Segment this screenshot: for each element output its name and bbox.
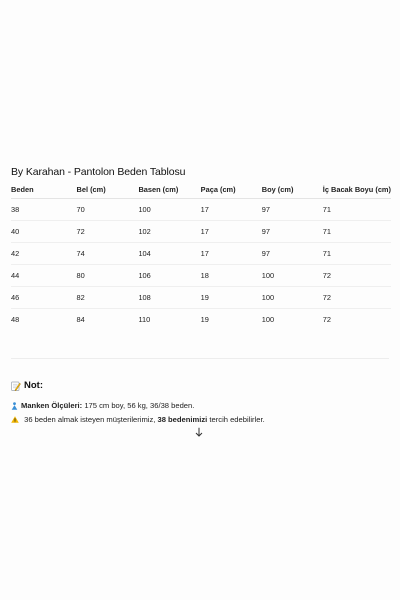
table-cell: 82 xyxy=(77,287,139,309)
table-cell: 44 xyxy=(11,265,77,287)
table-header-row xyxy=(11,185,391,199)
table-cell: 72 xyxy=(323,287,391,309)
model-measurements-text: 175 cm boy, 56 kg, 36/38 beden. xyxy=(82,401,195,410)
column-header-hem: Paça (cm) xyxy=(201,185,262,199)
warning-icon xyxy=(11,416,19,423)
table-cell: 19 xyxy=(201,287,262,309)
table-row xyxy=(11,287,391,309)
table-cell: 100 xyxy=(262,265,323,287)
table-cell: 80 xyxy=(77,265,139,287)
model-measurements-label: Manken Ölçüleri: xyxy=(21,401,83,410)
table-cell: 100 xyxy=(262,287,323,309)
table-cell: 17 xyxy=(201,199,262,221)
table-cell: 42 xyxy=(11,243,77,265)
table-cell: 104 xyxy=(138,243,200,265)
table-cell: 97 xyxy=(262,243,323,265)
table-cell: 38 xyxy=(11,199,77,221)
pencil-icon xyxy=(11,381,21,391)
size-advice-text-before: 36 beden almak isteyen müşterilerimiz, xyxy=(22,415,158,424)
table-cell: 100 xyxy=(138,199,200,221)
page-title: By Karahan - Pantolon Beden Tablosu xyxy=(11,166,186,178)
table-row xyxy=(11,199,391,221)
table-cell: 100 xyxy=(261,315,275,324)
table-cell: 74 xyxy=(77,243,139,265)
section-divider xyxy=(11,358,389,359)
table-cell: 71 xyxy=(323,243,391,265)
size-advice-bold: 38 bedenimizi xyxy=(157,415,208,424)
table-cell: 17 xyxy=(201,221,262,243)
person-icon xyxy=(11,402,18,410)
table-cell: 97 xyxy=(262,221,323,243)
column-header-inseam: İç Bacak Boyu (cm) xyxy=(323,185,391,199)
table-row xyxy=(11,309,391,331)
arrow-down-icon[interactable] xyxy=(195,427,203,437)
table-row xyxy=(11,265,391,287)
table-cell: 102 xyxy=(138,221,200,243)
table-cell: 97 xyxy=(262,199,323,221)
table-cell: 84 xyxy=(76,315,85,324)
table-cell: 106 xyxy=(138,265,200,287)
table-row xyxy=(11,243,391,265)
column-header-size: Beden xyxy=(11,185,77,199)
table-cell: 110 xyxy=(138,315,151,324)
size-advice-line xyxy=(11,415,265,424)
table-cell: 72 xyxy=(323,265,391,287)
column-header-waist: Bel (cm) xyxy=(77,185,139,199)
table-cell: 72 xyxy=(322,315,332,324)
table-cell: 71 xyxy=(323,221,391,243)
column-header-hip: Basen (cm) xyxy=(138,185,200,199)
table-cell: 70 xyxy=(77,199,139,221)
table-cell: 17 xyxy=(201,243,262,265)
table-cell: 46 xyxy=(11,287,77,309)
size-advice-text-after: tercih edebilirler. xyxy=(207,415,265,424)
note-heading xyxy=(11,380,43,391)
column-header-length: Boy (cm) xyxy=(262,185,323,199)
table-cell: 40 xyxy=(11,221,77,243)
note-heading-label: Not: xyxy=(24,380,43,391)
table-cell: 72 xyxy=(77,221,139,243)
model-measurements-line xyxy=(11,401,194,410)
size-chart-table xyxy=(11,185,391,330)
table-row xyxy=(11,221,391,243)
table-cell: 48 xyxy=(11,315,20,324)
table-cell: 18 xyxy=(201,265,262,287)
table-cell: 108 xyxy=(138,287,200,309)
table-cell: 71 xyxy=(323,199,391,221)
table-cell: 19 xyxy=(200,315,209,324)
